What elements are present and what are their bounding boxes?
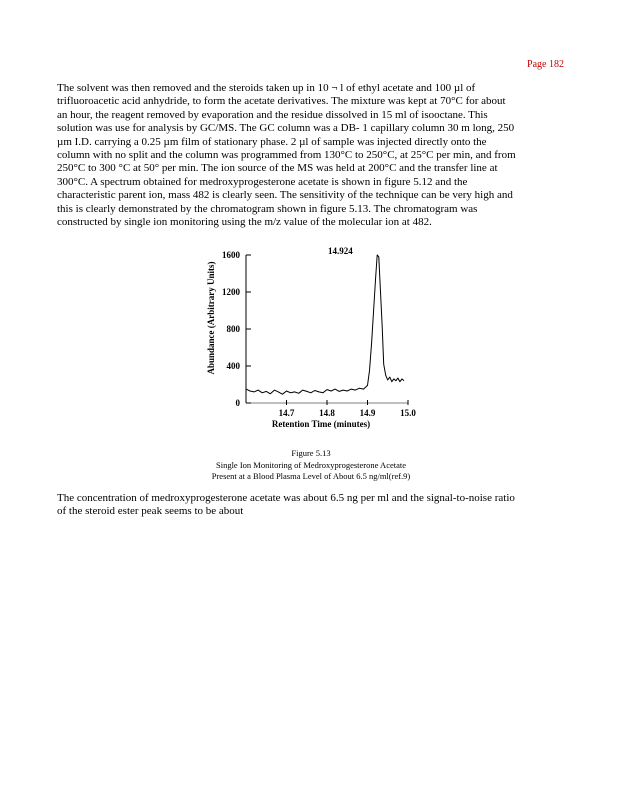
y-tick-label: 0 xyxy=(235,398,240,408)
x-tick-label: 14.9 xyxy=(359,408,376,418)
y-tick-label: 1600 xyxy=(222,250,240,260)
paragraph-line: of the steroid ester peak seems to be about xyxy=(57,505,244,518)
figure-caption xyxy=(57,448,565,483)
peak-annotation: 14.924 xyxy=(328,246,353,256)
paragraph-line: column with no split and the column was programmed from 130°C to 250°C, at 25°C per min, and from xyxy=(57,149,516,162)
x-tick-label: 14.8 xyxy=(319,408,335,418)
y-tick-label: 1200 xyxy=(222,287,240,297)
x-tick-label: 14.7 xyxy=(278,408,295,418)
paragraph-line: µm I.D. carrying a 0.25 µm film of stationary phase. 2 µl of sample was injected directly onto the xyxy=(57,135,487,148)
y-tick-label: 400 xyxy=(226,361,240,371)
y-tick-label: 800 xyxy=(226,324,240,334)
page-number: Page 182 xyxy=(527,59,564,70)
chromatogram-figure xyxy=(196,238,436,433)
caption-line: Figure 5.13 xyxy=(291,448,331,458)
paragraph-line: characteristic parent ion, mass 482 is clearly seen. The sensitivity of the technique can be very high and xyxy=(57,189,513,202)
x-tick-label: 15.0 xyxy=(400,408,416,418)
paragraph-line: constructed by single ion monitoring using the m/z value of the molecular ion at 482. xyxy=(57,216,432,229)
body-paragraph-1 xyxy=(57,82,565,229)
paragraph-line: 250°C to 300 °C at 50° per min. The ion source of the MS was held at 200°C and the transfer line at xyxy=(57,162,498,175)
paragraph-line: 300°C. A spectrum obtained for medroxyprogesterone acetate is shown in figure 5.12 and the xyxy=(57,175,468,188)
caption-line: Present at a Blood Plasma Level of About 6.5 ng/ml(ref.9) xyxy=(211,471,411,481)
chromatogram-trace xyxy=(246,255,404,394)
paragraph-line: this is clearly demonstrated by the chromatogram shown in figure 5.13. The chromatogram was xyxy=(57,202,478,215)
y-axis-label: Abundance (Arbitrary Units) xyxy=(206,261,216,375)
caption-line: Single Ion Monitoring of Medroxyprogesterone Acetate xyxy=(215,459,407,470)
chromatogram-chart xyxy=(196,238,436,433)
paragraph-line: trifluoroacetic acid anhydride, to form the acetate derivatives. The mixture was kept at 70°C for about xyxy=(57,95,506,108)
body-paragraph-2 xyxy=(57,492,565,519)
x-axis-label: Retention Time (minutes) xyxy=(271,419,371,429)
paragraph-line: The concentration of medroxyprogesterone acetate was about 6.5 ng per ml and the signal-to-noise ratio xyxy=(57,492,515,504)
paragraph-line: an hour, the reagent removed by evaporation and the residue dissolved in 15 ml of isooctane. This xyxy=(57,108,488,121)
paragraph-line: solution was use for analysis by GC/MS. The GC column was a DB- 1 capillary column 30 m long, 250 xyxy=(57,122,515,135)
paragraph-line: The solvent was then removed and the steroids taken up in 10 ¬ l of ethyl acetate and 100 µl of xyxy=(57,82,476,94)
